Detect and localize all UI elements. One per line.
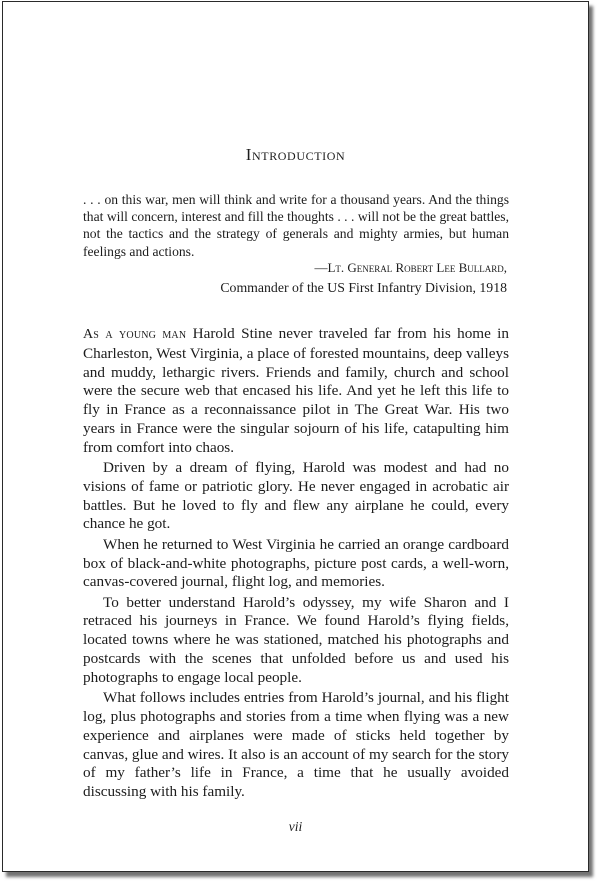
paragraph-1-text: Harold Stine never traveled far from his home in Charleston, West Virginia, a place of forested mountains, deep valleys and muddy, lethargic rivers. Friends and family, church and school were the secure web that encased his life. And yet he left this life to fly in France as a reconnaissance pilot in The Great War. His two years in France were the singular sojourn of his life, catapulting him from comfort into chaos. (83, 325, 509, 456)
paragraph-2: Driven by a dream of flying, Harold was modest and had no visions of fame or patriotic glory. He never engaged in acrobatic air battles. But he loved to fly and flew any airplane he could, every chance he got. (83, 459, 509, 533)
page-number: vii (288, 819, 303, 834)
book-page (2, 1, 589, 872)
epigraph-author: —Lt. General Robert Lee Bullard, (314, 260, 507, 275)
paragraph-4: To better understand Harold’s odyssey, my wife Sharon and I retraced his journeys in France. We found Harold’s flying fields, located towns where he was stationed, matched his photographs and postcards with the scenes that unfolded before us and used his photographs to engage local people. (83, 593, 509, 686)
paragraph-5: What follows includes entries from Harold’s journal, and his flight log, plus photographs and stories from a time when flying was a new experience and airplanes were made of sticks held together by canvas, glue and wires. It also is an account of my search for the story of my father’s life in France, a time that he usually avoided discussing with his family. (83, 689, 509, 801)
chapter-title: Introduction (245, 145, 346, 164)
body-text (83, 325, 509, 803)
paragraph-1-lead: As a young man (83, 327, 187, 342)
paragraph-1 (83, 325, 509, 458)
epigraph-quote: . . . on this war, men will think and write for a thousand years. And the things that will concern, interest and fill the thoughts . . . will not be the great battles, not the tactics and the strategy of generals and mighty armies, but human feelings and actions. (83, 192, 509, 259)
paragraph-3: When he returned to West Virginia he carried an orange cardboard box of black-and-white photographs, picture post cards, a well-worn, canvas-covered journal, flight log, and memories. (83, 535, 509, 591)
epigraph-attribution (147, 258, 507, 297)
epigraph-author-role: Commander of the US First Infantry Division, 1918 (220, 279, 507, 295)
